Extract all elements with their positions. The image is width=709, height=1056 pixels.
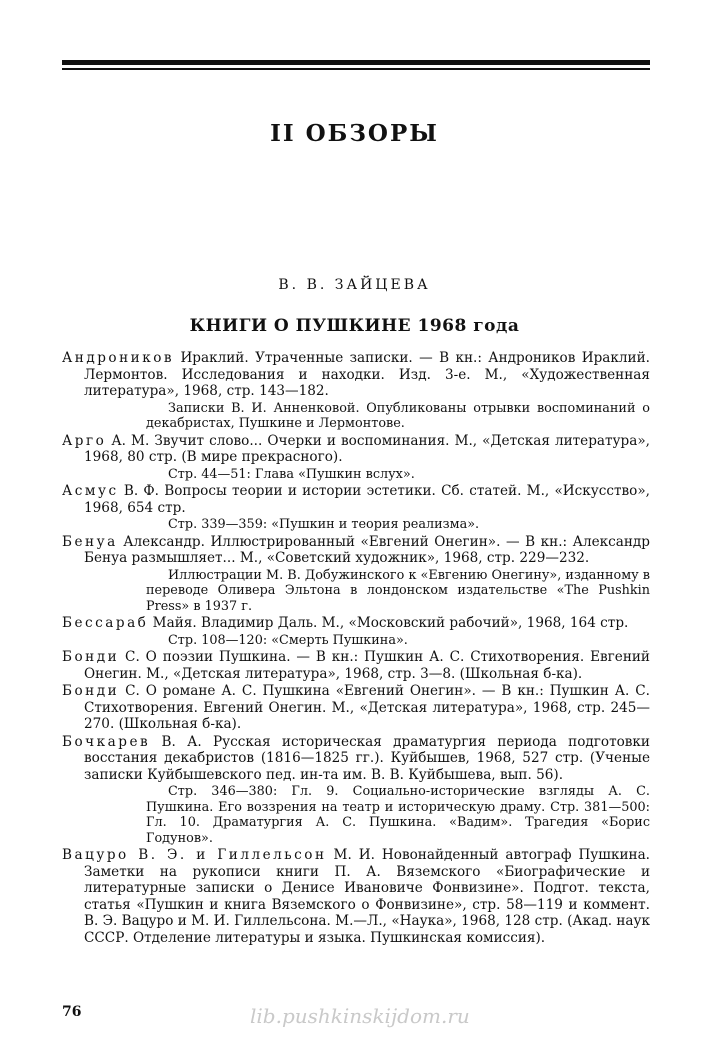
entry-text: Александр. Иллюстрированный «Евгений Онегин». — В кн.: Александр Бенуа размышляет... М., «Советский художник», 1968, стр. 229—232. <box>84 533 650 566</box>
entry-note: Стр. 339—359: «Пушкин и теория реализма». <box>168 517 480 532</box>
entry-bochkarev <box>62 734 650 784</box>
entry-text: В. А. Русская историческая драматургия периода подготовки восстания декабристов (1816—1825 гг.). Куйбышев, 1968, 527 стр. (Ученые записки Куйбышевского пед. ин-та им. В. В. Куйбышева, вып. 56). <box>84 733 650 783</box>
entry-note: Записки В. И. Анненковой. Опубликованы отрывки воспоминаний о декабристах, Пушкине и Лермонтове. <box>146 400 650 431</box>
bibliography-list <box>62 350 650 947</box>
entry-text: С. О романе А. С. Пушкина «Евгений Онегин». — В кн.: Пушкин А. С. Стихотворения. Евгений Онегин. М., «Детская литература», 1968, стр. 245—270. (Школьная б-ка). <box>84 683 650 732</box>
entry-author: Бонди <box>62 649 120 665</box>
entry-author: Андроников <box>62 350 175 366</box>
section-title: II ОБЗОРЫ <box>270 120 439 147</box>
entry-note: Стр. 108—120: «Смерть Пушкина». <box>168 632 408 648</box>
entry-andronikov <box>62 350 650 400</box>
entry-author: Бочкарев <box>62 733 151 750</box>
entry-note: Стр. 44—51: Глава «Пушкин вслух». <box>168 466 415 482</box>
entry-note: Иллюстрации М. В. Добужинского к «Евгению Онегину», изданному в переводе Оливера Эльтона в лондонском издательстве «The Pushkin Press» в 1937 г. <box>146 567 650 614</box>
entry-author: Вацуро В. Э. и Гиллельсон <box>62 847 327 863</box>
article-author: В. В. ЗАЙЦЕВА <box>278 277 431 293</box>
entry-bondi-novel <box>62 683 650 733</box>
top-rule-thin <box>62 68 650 70</box>
entry-text: В. Ф. Вопросы теории и истории эстетики. Сб. статей. М., «Искусство», 1968, 654 стр. <box>84 483 650 516</box>
entry-note: Стр. 346—380: Гл. 9. Социально-исторические взгляды А. С. Пушкина. Его воззрения на театр и историческую драму. Стр. 381—500: Гл. 10. Драматургия А. С. Пушкина. «Вадим». Трагедия «Борис Годунов». <box>146 784 650 846</box>
entry-author: Бонди <box>62 683 120 699</box>
entry-author: Арго <box>62 432 107 449</box>
entry-author: Бенуа <box>62 533 118 550</box>
entry-argo <box>62 433 650 466</box>
entry-text: А. М. Звучит слово... Очерки и воспоминания. М., «Детская литература», 1968, 80 стр. (В мире прекрасного). <box>84 432 650 465</box>
entry-asmus <box>62 483 650 516</box>
entry-bondi-poetry <box>62 649 650 682</box>
entry-author: Бессараб <box>62 615 149 631</box>
entry-bessarab <box>62 615 650 632</box>
watermark: lib.pushkinskijdom.ru <box>250 1004 470 1028</box>
entry-author: Асмус <box>62 483 119 499</box>
entry-text: М. И. Новонайденный автограф Пушкина. Заметки на рукописи книги П. А. Вяземского «Биографические и литературные записки о Денисе Ивановиче Фонвизине». Подгот. текста, статья «Пушкин и книга Вяземского о Фонвизине», стр. 58—119 и коммент. В. Э. Вацуро и М. И. Гиллельсона. М.—Л., «Наука», 1968, 128 стр. (Акад. наук СССР. Отделение литературы и языка. Пушкинская комиссия). <box>84 847 650 946</box>
entry-text: С. О поэзии Пушкина. — В кн.: Пушкин А. С. Стихотворения. Евгений Онегин. М., «Детская литература», 1968, стр. 3—8. (Школьная б-ка). <box>84 649 650 682</box>
entry-text: Майя. Владимир Даль. М., «Московский рабочий», 1968, 164 стр. <box>148 615 629 631</box>
page-number: 76 <box>62 1004 82 1020</box>
entry-vatsuro <box>62 847 650 946</box>
entry-text: Ираклий. Утраченные записки. — В кн.: Андроников Ираклий. Лермонтов. Исследования и находки. Изд. 3-е. М., «Художественная литература», 1968, стр. 143—182. <box>84 350 650 399</box>
top-rule-thick <box>62 60 650 65</box>
article-title: КНИГИ О ПУШКИНЕ 1968 года <box>189 316 520 336</box>
entry-benua <box>62 534 650 567</box>
